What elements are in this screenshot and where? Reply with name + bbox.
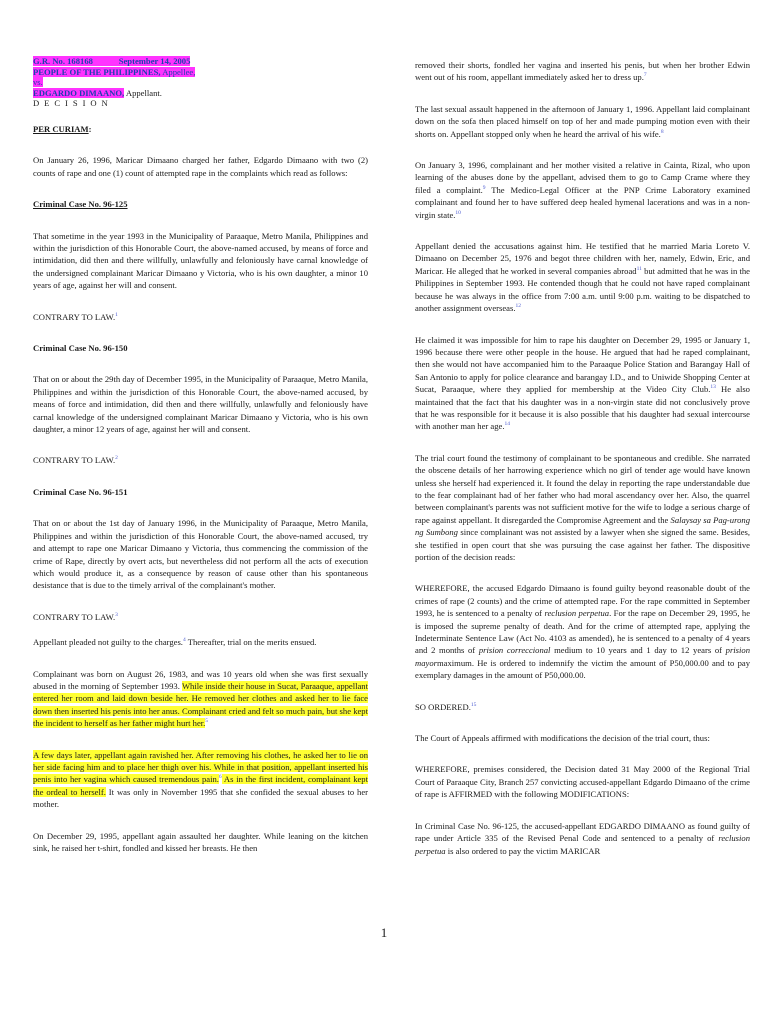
party-line-2 [33,88,368,99]
footnote-link[interactable]: 8 [660,128,664,135]
footnote-link[interactable]: 5 [205,718,209,725]
footnote-link[interactable]: 6 [218,774,222,781]
case-date: September 14, 2005 [118,56,191,66]
footnote-link[interactable]: 14 [504,421,510,428]
paragraph-dec29: On December 29, 1995, appellant again assaulted her daughter. While leaning on the kitchen sink, he raised her t-shirt, fondled and kissed her breasts. He then [33,830,368,853]
paragraph-few-days: A few days later, appellant again ravished her. After removing his clothes, he asked her to lie on her side facing him and to place her thigh over his. While in that position, appellant inserted his penis into her vagina which caused tremendous pain.$^6$ As in the first incident, complainant kept the ordeal to herself. It was only in November 1995 that she confided the sexual abuses to her mother. [33,749,369,810]
paragraph-wherefore-2: WHEREFORE, premises considered, the Decision dated 31 May 2000 of the Regional Trial Court of Paraaque City, Branch 257 convicting accused-appellant Edgardo Dimaano of the crime of rape is AFFIRMED with the following MODIFICATIONS: [415,764,750,800]
paragraph-wherefore-1: WHEREFORE, the accused Edgardo Dimaano is found guilty beyond reasonable doubt of the crimes of rape (2 counts) and the crime of attempted rape. For the rape committed in September 1993, he is sentenced to a penalty of reclusion perpetua. For the rape on December 29, 1995, he is imposed the supreme penalty of death. And for the crime of attempted rape, applying the Indeterminate Sentence Law (Act No. 4103 as amended), he is sentenced to a penalty of 4 years and 2 months of prision correccional medium to 10 years and 1 day to 12 years of prision mayormaximum. He is ordered to indemnify the victim the amount of P50,000.00 and to pay exemplary damages in the amount of P50,000.00. [415,583,751,681]
so-ordered: SO ORDERED.$^{15}$ [415,701,477,712]
left-column [33,56,368,867]
footnote-link[interactable]: 4 [182,637,186,644]
page-number: 1 [380,925,388,940]
contrary-to-law-1: CONTRARY TO LAW.$^1$ [33,311,118,322]
paragraph-last-assault: The last sexual assault happened in the afternoon of January 1, 1996. Appellant laid complainant down on the sofa then placed himself on top of her and made pumping motion even with their shorts on. Appellant stopped only when he heard the arrival of his wife.$^8$ [415,103,750,139]
paragraph-continued: removed their shorts, fondled her vagina and inserted his penis, but when her brother Edwin went out of his room, appellant immediately asked her to dress up.$^7$ [415,60,750,83]
party-appellant: EDGARDO DIMAANO, [33,87,125,98]
appellee-role: Appellee, [162,66,196,77]
footnote-link[interactable]: 7 [643,72,647,79]
footnote-link[interactable]: 9 [482,184,486,191]
contrary-to-law-3: CONTRARY TO LAW.$^3$ [33,611,118,622]
footnote-link[interactable]: 10 [455,209,461,216]
footnote-link[interactable]: 12 [515,303,521,310]
case-body-96-150: That on or about the 29th day of December 1995, in the Municipality of Paraaque, Metro Manila, Philippines and within the jurisdiction of this Honorable Court, the above-named accused, by means of force and intimidation, did then and there willfully, unlawfully and feloniously have carnal knowledge of the undersigned complainant Maricar Dimaano y Victoria, who is his own daughter, a minor 12 years of age, against her will and consent. [33,374,368,435]
party-appellee: PEOPLE OF THE PHILIPPINES, [33,66,161,77]
case-title-96-125: Criminal Case No. 96-125 [33,199,128,210]
case-header [33,56,368,109]
vs-line [33,77,368,88]
case-body-96-125: That sometime in the year 1993 in the Municipality of Paraaque, Metro Manila, Philippines and within the jurisdiction of this Honorable Court, the above-named accused, by means of force and intimidation, did then and there willfully, unlawfully and feloniously have carnal knowledge of the undersigned complainant Maricar Dimaano y Victoria, who is his own daughter, a minor 10 years of age, against her will and consent. [33,230,368,291]
paragraph-born: Complainant was born on August 26, 1983, and was 10 years old when she was first sexually abused in the morning of September 1993. While inside their house in Sucat, Paraaque, appellant entered her room and laid down beside her. He removed her clothes and asked her to lie face down then inserted his penis into her anus. Complainant cried and felt so much pain, but she kept the incident to herself as her father might hurt her.$^5$ [33,668,368,729]
case-number: G.R. No. 168168 [33,56,93,66]
paragraph-plea: Appellant pleaded not guilty to the charges.$^4$ Thereafter, trial on the merits ensued. [33,637,317,648]
paragraph-denied: Appellant denied the accusations against him. He testified that he married Maria Loreto V. Dimaano on December 25, 1976 and begot three children with her, namely, Edwin, Eric, and Maricar. He alleged that he worked in several companies abroad$^{11}$ but admitted that he was in the Philippines in September 1993. He contended though that he could not have raped complainant because he was always in the office from 7:00 a.m. until 9:00 p.m. waiting to be dispatched to another assignment overseas.$^{12}$ [415,241,750,314]
highlighted-text: While inside their house in Sucat, Paraaque, appellant entered her room and laid down beside her. He removed her clothes and asked her to lie face down then inserted his penis into her anus. Complainant cried and felt so much pain, but she kept the incident to herself as her father might hurt her. [33,680,368,729]
footnote-link[interactable]: 15 [470,701,477,708]
per-curiam: PER CURIAM: [33,123,92,134]
right-column [415,59,750,870]
case-body-96-151: That on or about the 1st day of January 1996, in the Municipality of Paraaque, Metro Manila, Philippines and within the jurisdiction of this Honorable Court, the above-named accused, try and attempt to rape one Maricar Dimaano y Victoria, thus commencing the commission of the crime of Rape, directly by overt acts, but nevertheless did not perform all the acts of execution which would produce it, as a consequence by reason of cause other than his spontaneous desistance that is due to the timely arrival of the complainant's mother. [33,518,368,591]
vs-text: vs. [33,77,43,88]
paragraph-court-of-appeals: The Court of Appeals affirmed with modifications the decision of the trial court, thus: [415,733,710,744]
paragraph-criminal-case: In Criminal Case No. 96-125, the accused-appellant EDGARDO DIMAANO as found guilty of rape under Article 335 of the Revised Penal Code and sentenced to a penalty of reclusion perpetua is also ordered to pay the victim MARICAR [415,820,750,856]
case-title-96-150: Criminal Case No. 96-150 [33,343,128,354]
case-number-line [33,56,368,67]
contrary-to-law-2: CONTRARY TO LAW.$^2$ [33,455,118,466]
highlighted-text: A few days later, appellant again ravished her. After removing his clothes, he asked her to lie on her side facing him and to place her thigh over his. While in that position, appellant inserted his penis into her vagina which caused tremendous pain. [33,749,368,785]
paragraph-charges: On January 26, 1996, Maricar Dimaano charged her father, Edgardo Dimaano with two (2) counts of rape and one (1) count of attempted rape in the complaints which read as follows: [33,155,368,178]
footnote-link[interactable]: 3 [115,611,118,618]
footnote-link[interactable]: 13 [710,384,716,391]
paragraph-trial-court: The trial court found the testimony of complainant to be spontaneous and credible. She narrated the obscene details of her harrowing experience which no girl of tender age would have known unless she herself had experienced it. It found the delay in reporting the rape understandable due to the fear complainant had of her father who had moral ascendancy over her. Also, the quarrel between complainant's parents was not sufficient motive for the wife to lodge a serious charge of rape against appellant. It disregarded the Compromise Agreement and the Salaysay sa Pag-urong ng Sumbong since complainant was not assisted by a lawyer when she signed the same. Besides, she testified in open court that she was pursuing the case against her father. The dispositive portion of the decision reads: [415,452,751,562]
appellant-role: Appellant. [125,87,162,98]
case-title-96-151: Criminal Case No. 96-151 [33,486,128,497]
party-line-1 [33,67,368,78]
paragraph-jan3: On January 3, 1996, complainant and her mother visited a relative in Cainta, Rizal, who upon learning of the abuses done by the appellant, advised them to go to Camp Crame where they filed a complaint.$^9$ The Medico-Legal Officer at the PNP Crime Laboratory examined complainant and found her to have suffered deep healed hymenal lacerations and was in a non-virgin state.$^{10}$ [415,160,750,220]
footnote-link[interactable]: 2 [115,455,118,462]
paragraph-claimed: He claimed it was impossible for him to rape his daughter on December 29, 1995 or January 1, 1996 because there were other people in the house. He argued that had he raped complainant, then she would not have accompanied him to the Paraaque Police Station and Barangay Hall of San Antonio to apply for police clearance and barangay I.D., and to Uniwide Shopping Center at Sucat, Paraaque, where they applied for membership at the Video City Club.$^{13}$ He also maintained that the fact that his daughter was in a non-virgin state did not conclusively prove that he was responsible for it because it is also possible that his daughter had sexual intercourse with another man her age.$^{14}$ [415,334,750,432]
footnote-link[interactable]: 11 [636,266,642,273]
highlighted-text: As in the first incident, complainant kept the ordeal to herself. [33,774,368,797]
footnote-link[interactable]: 1 [115,311,118,318]
decision-heading: D E C I S I O N [33,98,110,109]
